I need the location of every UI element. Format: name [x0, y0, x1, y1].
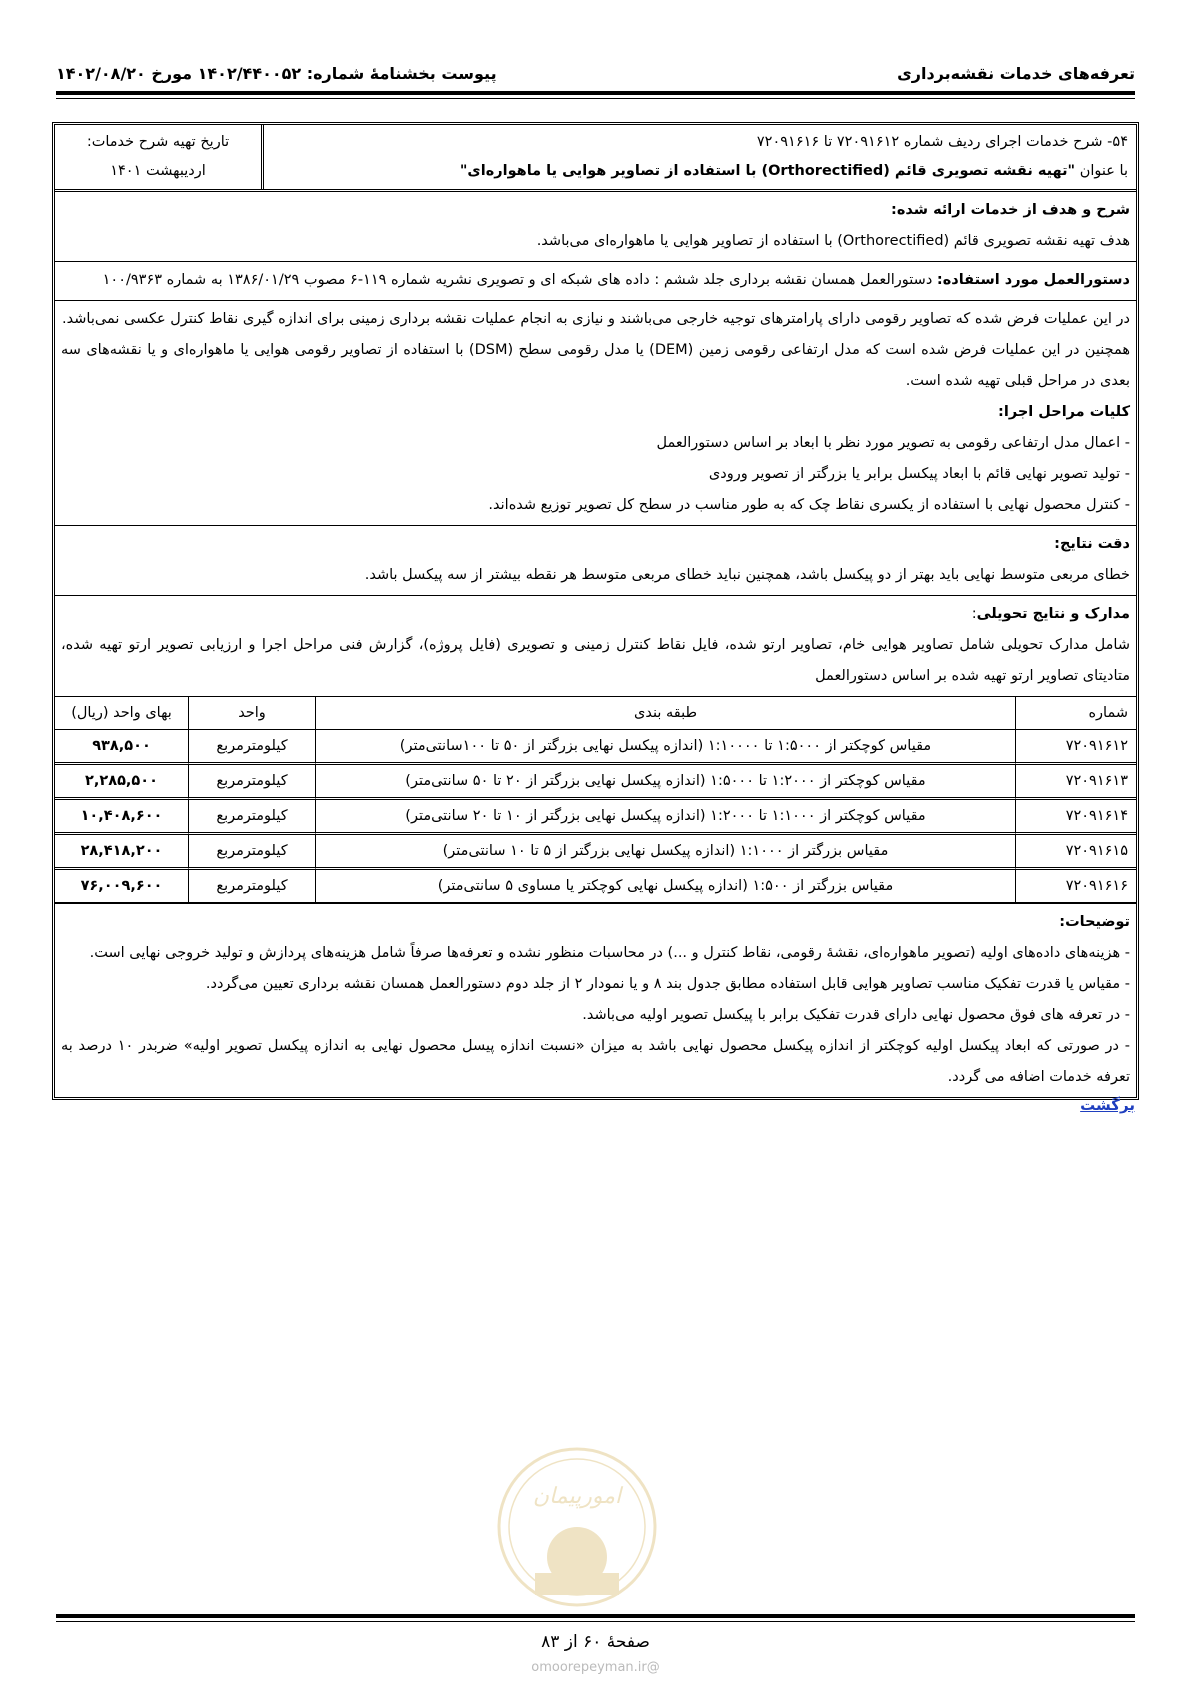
purpose-section — [55, 192, 1136, 262]
service-title-line: با عنوان "تهیه نقشه تصویری قائم (Orthorectified) با استفاده از تصاویر هوایی یا ماهواره‌ای" — [459, 163, 1128, 179]
title-cell — [264, 125, 1136, 189]
accuracy-heading: دقت نتایج: — [1054, 536, 1130, 552]
date-value: اردیبهشت ۱۴۰۱ — [110, 163, 206, 179]
row-code: ۷۲۰۹۱۶۱۴ — [1015, 800, 1136, 835]
table-row — [55, 730, 1136, 765]
row-desc: مقیاس بزرگتر از ۱:۱۰۰۰ (اندازه پیکسل نهایی بزرگتر از ۵ تا ۱۰ سانتی‌متر) — [315, 835, 1015, 870]
footer-rule-thick — [56, 1614, 1135, 1618]
table-header-row — [55, 696, 1136, 730]
back-link[interactable]: برگشت — [1080, 1096, 1135, 1114]
row-code: ۷۲۰۹۱۶۱۳ — [1015, 765, 1136, 800]
site-watermark: @omoorepeyman.ir — [531, 1660, 660, 1675]
row-price: ۱۰,۴۰۸,۶۰۰ — [55, 800, 188, 835]
row-price: ۲۸,۴۱۸,۲۰۰ — [55, 835, 188, 870]
row-price: ۷۶,۰۰۹,۶۰۰ — [55, 870, 188, 903]
watermark-seal-logo — [495, 1445, 660, 1610]
accuracy-section — [55, 526, 1136, 596]
header-unit: واحد — [188, 696, 315, 730]
assumption-paragraph-1: در این عملیات فرض شده که تصاویر رقومی دارای پارامترهای توجیه خارجی می‌باشند و نیازی به انجام عملیات نقشه برداری زمینی برای اندازه گیری نقاط کنترل عکسی نمی‌باشد. — [62, 311, 1130, 327]
page-header — [56, 58, 1135, 88]
deliverables-text: شامل مدارک تحویلی شامل تصاویر هوایی خام، تصاویر ارتو شده، فایل نقاط کنترل زمینی و تصویری (فایل پروژه)، گزارش فنی مراحل اجرا و ارزیابی تصویر ارتو تهیه شده، متادیتای تصاویر ارتو تهیه شده بر اساس دستورالعمل — [61, 637, 1130, 684]
row-unit: کیلومترمربع — [188, 835, 315, 870]
header-reference: پیوست بخشنامۀ شماره: ۱۴۰۲/۴۴۰۰۵۲ مورخ ۱۴۰۲/۰۸/۲۰ — [56, 63, 497, 83]
service-description-box — [52, 122, 1139, 1100]
table-row — [55, 800, 1136, 835]
accuracy-text: خطای مربعی متوسط نهایی باید بهتر از دو پیکسل باشد، همچنین نباید خطای مربعی متوسط هر نقطه بیشتر از سه پیکسل باشد. — [364, 567, 1130, 583]
row-desc: مقیاس کوچکتر از ۱:۲۰۰۰ تا ۱:۵۰۰۰ (اندازه پیکسل نهایی بزرگتر از ۲۰ تا ۵۰ سانتی‌متر) — [315, 765, 1015, 800]
deliverables-section — [55, 596, 1136, 696]
tariff-table — [55, 696, 1136, 903]
row-code: ۷۲۰۹۱۶۱۶ — [1015, 870, 1136, 903]
table-row — [55, 835, 1136, 870]
header-rule-thin — [56, 98, 1135, 99]
assumption-paragraph-2: همچنین در این عملیات فرض شده است که مدل ارتفاعی رقومی زمین (DEM) یا مدل رقومی سطح (DSM) با استفاده از تصاویر رقومی هوایی یا ماهواره‌ای و یا نقشه‌های سه بعدی در مراحل قبلی تهیه شده است. — [61, 342, 1130, 389]
row-desc: مقیاس کوچکتر از ۱:۱۰۰۰ تا ۱:۲۰۰۰ (اندازه پیکسل نهایی بزرگتر از ۱۰ تا ۲۰ سانتی‌متر) — [315, 800, 1015, 835]
service-row-line: ۵۴- شرح خدمات اجرای ردیف شماره ۷۲۰۹۱۶۱۲ تا ۷۲۰۹۱۶۱۶ — [756, 134, 1128, 150]
manual-section — [55, 262, 1136, 301]
purpose-text: هدف تهیه نقشه تصویری قائم (Orthorectified) با استفاده از تصاویر هوایی یا ماهواره‌ای می‌باشد. — [536, 233, 1130, 249]
row-price: ۲,۲۸۵,۵۰۰ — [55, 765, 188, 800]
manual-text: دستورالعمل همسان نقشه برداری جلد ششم : داده های شبکه ای و تصویری نشریه شماره ۱۱۹-۶ مصوب ۱۳۸۶/۰۱/۲۹ به شماره ۱۰۰/۹۳۶۳ — [102, 272, 937, 288]
row-desc: مقیاس بزرگتر از ۱:۵۰۰ (اندازه پیکسل نهایی کوچکتر یا مساوی ۵ سانتی‌متر) — [315, 870, 1015, 903]
row-code: ۷۲۰۹۱۶۱۲ — [1015, 730, 1136, 765]
deliverables-heading-line: مدارک و نتایج تحویلی: — [971, 606, 1130, 622]
row-unit: کیلومترمربع — [188, 730, 315, 765]
note-item: - هزینه‌های داده‌های اولیه (تصویر ماهواره‌ای، نقشۀ رقومی، نقاط کنترل و ...) در محاسبات منظور نشده و تعرفه‌ها صرفاً شامل هزینه‌های پردازش و تولید خروجی نهایی است. — [89, 945, 1130, 961]
svg-text:امورپیمان: امورپیمان — [532, 1484, 622, 1509]
note-item: - در صورتی که ابعاد پیکسل اولیه کوچکتر از اندازه پیکسل محصول نهایی باشد به میزان «نسبت اندازه پیسل محصول نهایی به اندازه پیکسل تصویر اولیه» ضربدر ۱۰ درصد به تعرفه خدمات اضافه می گردد. — [61, 1038, 1130, 1085]
service-title: "تهیه نقشه تصویری قائم (Orthorectified) با استفاده از تصاویر هوایی یا ماهواره‌ای" — [459, 163, 1076, 179]
header-code: شماره — [1015, 696, 1136, 730]
step-item: - تولید تصویر نهایی قائم با ابعاد پیکسل برابر یا بزرگتر از تصویر ورودی — [708, 466, 1130, 482]
header-desc: طبقه بندی — [315, 696, 1015, 730]
date-label: تاریخ تهیه شرح خدمات: — [86, 134, 230, 150]
notes-section — [55, 904, 1136, 1097]
note-item: - مقیاس یا قدرت تفکیک مناسب تصاویر هوایی قابل استفاده مطابق جدول بند ۸ و یا نمودار ۲ از جلد دوم دستورالعمل همسان نقشه برداری تعیین می‌گردد. — [205, 976, 1130, 992]
row-unit: کیلومترمربع — [188, 870, 315, 903]
header-rule-thick — [56, 91, 1135, 95]
assumptions-section — [55, 301, 1136, 526]
row-code: ۷۲۰۹۱۶۱۵ — [1015, 835, 1136, 870]
page-number: صفحۀ ۶۰ از ۸۳ — [541, 1632, 650, 1652]
step-item: - کنترل محصول نهایی با استفاده از یکسری نقاط چک که به طور مناسب در سطح کل تصویر توزیع شده‌اند. — [488, 497, 1130, 513]
steps-heading: کلیات مراحل اجرا: — [998, 404, 1130, 420]
footer-rule-thin — [56, 1621, 1135, 1622]
notes-heading: توضیحات: — [1059, 914, 1130, 930]
row-price: ۹۳۸,۵۰۰ — [55, 730, 188, 765]
step-item: - اعمال مدل ارتفاعی رقومی به تصویر مورد نظر با ابعاد بر اساس دستورالعمل — [656, 435, 1130, 451]
row-unit: کیلومترمربع — [188, 765, 315, 800]
row-desc: مقیاس کوچکتر از ۱:۵۰۰۰ تا ۱:۱۰۰۰۰ (اندازه پیکسل نهایی بزرگتر از ۵۰ تا ۱۰۰سانتی‌متر) — [315, 730, 1015, 765]
tariff-table-wrap — [55, 696, 1136, 904]
header-title: تعرفه‌های خدمات نقشه‌برداری — [897, 63, 1135, 83]
header-price: بهای واحد (ریال) — [55, 696, 188, 730]
purpose-heading: شرح و هدف از خدمات ارائه شده: — [891, 202, 1130, 218]
deliverables-heading: مدارک و نتایج تحویلی — [976, 606, 1130, 622]
note-item: - در تعرفه های فوق محصول نهایی دارای قدرت تفکیک برابر با پیکسل تصویر اولیه می‌باشد. — [582, 1007, 1130, 1023]
row-unit: کیلومترمربع — [188, 800, 315, 835]
table-row — [55, 870, 1136, 903]
table-row — [55, 765, 1136, 800]
manual-heading: دستورالعمل مورد استفاده: — [936, 272, 1130, 288]
date-cell — [55, 125, 264, 189]
title-row — [55, 125, 1136, 192]
